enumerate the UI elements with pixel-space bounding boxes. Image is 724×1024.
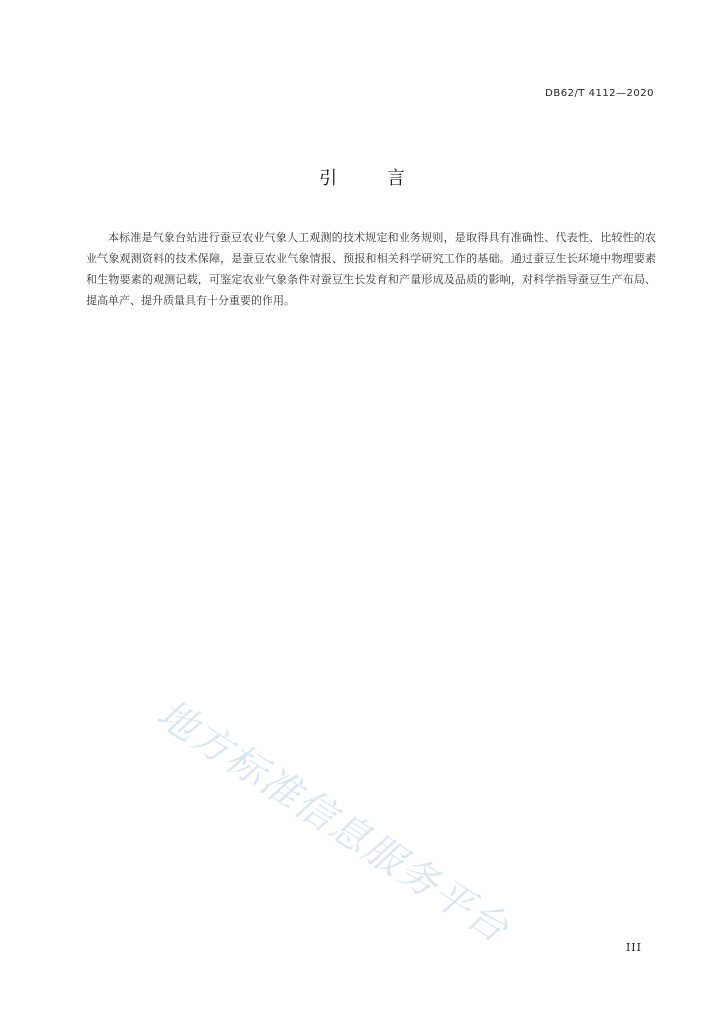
introduction-paragraph: 本标准是气象台站进行蚕豆农业气象人工观测的技术规定和业务规则，是取得具有准确性、代表性、比较性的农业气象观测资料的技术保障，是蚕豆农业气象情报、预报和相关科学研究工作的基础。通过蚕豆生长环境中物理要素和生物要素的观测记载，可鉴定农业气象条件对蚕豆生长发育和产量形成及品质的影响，对科学指导蚕豆生产布局、提高单产、提升质量具有十分重要的作用。 bbox=[86, 231, 656, 307]
watermark: 地方标准信息服务平台 bbox=[148, 691, 517, 953]
standard-code: DB62/T 4112—2020 bbox=[545, 88, 654, 99]
page-title: 引 言 bbox=[319, 168, 427, 189]
page-number: III bbox=[625, 941, 642, 954]
